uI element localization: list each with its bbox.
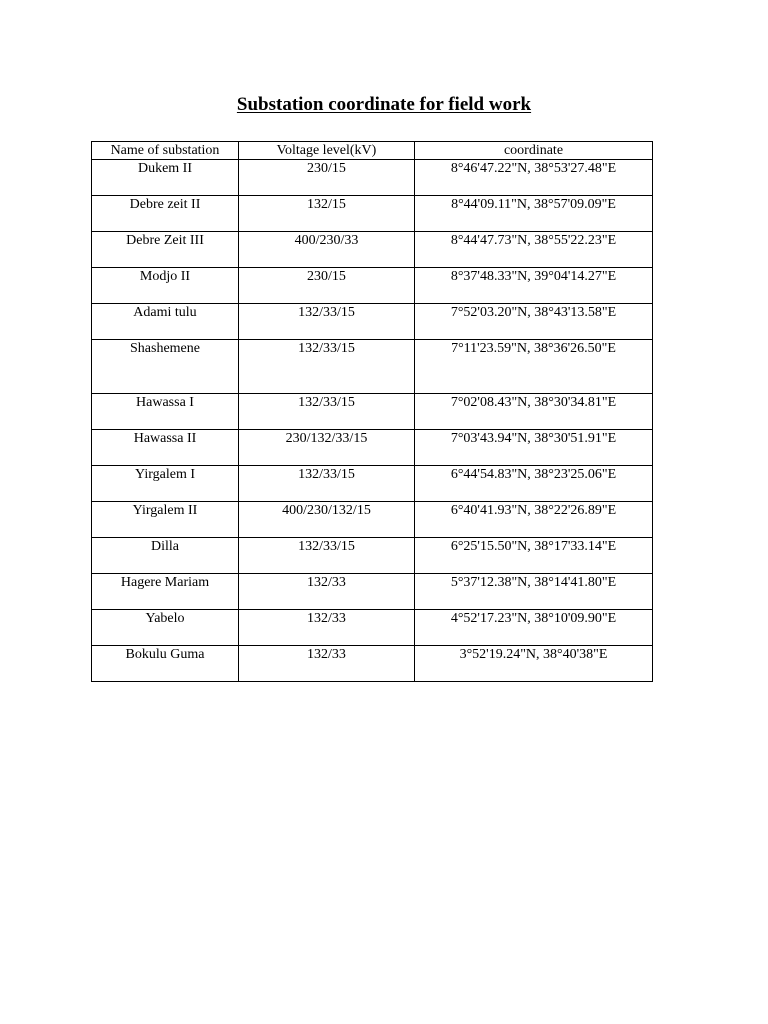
table-row <box>92 574 653 610</box>
cell-coordinate: 7°52'03.20"N, 38°43'13.58"E <box>415 304 653 340</box>
table-row <box>92 232 653 268</box>
cell-voltage-level: 132/33 <box>239 610 415 646</box>
table-row <box>92 268 653 304</box>
cell-substation-name: Adami tulu <box>92 304 239 340</box>
cell-coordinate: 7°03'43.94"N, 38°30'51.91"E <box>415 430 653 466</box>
cell-voltage-level: 400/230/33 <box>239 232 415 268</box>
cell-coordinate: 6°40'41.93"N, 38°22'26.89"E <box>415 502 653 538</box>
cell-substation-name: Dilla <box>92 538 239 574</box>
cell-voltage-level: 132/33/15 <box>239 466 415 502</box>
cell-coordinate: 5°37'12.38"N, 38°14'41.80"E <box>415 574 653 610</box>
table-row <box>92 646 653 682</box>
cell-voltage-level: 400/230/132/15 <box>239 502 415 538</box>
cell-voltage-level: 132/33 <box>239 574 415 610</box>
cell-substation-name: Yirgalem I <box>92 466 239 502</box>
table-row <box>92 394 653 430</box>
cell-substation-name: Bokulu Guma <box>92 646 239 682</box>
table-row <box>92 538 653 574</box>
cell-substation-name: Modjo II <box>92 268 239 304</box>
header-coordinate: coordinate <box>415 142 653 160</box>
table-row <box>92 340 653 394</box>
cell-coordinate: 3°52'19.24"N, 38°40'38"E <box>415 646 653 682</box>
cell-voltage-level: 132/33/15 <box>239 394 415 430</box>
cell-voltage-level: 230/132/33/15 <box>239 430 415 466</box>
table-row <box>92 502 653 538</box>
table-header-row <box>92 142 653 160</box>
header-substation-name: Name of substation <box>92 142 239 160</box>
substation-table <box>91 141 653 682</box>
cell-substation-name: Dukem II <box>92 160 239 196</box>
cell-voltage-level: 132/33/15 <box>239 538 415 574</box>
cell-voltage-level: 132/15 <box>239 196 415 232</box>
cell-voltage-level: 132/33 <box>239 646 415 682</box>
cell-voltage-level: 132/33/15 <box>239 304 415 340</box>
cell-substation-name: Yabelo <box>92 610 239 646</box>
header-voltage-level: Voltage level(kV) <box>239 142 415 160</box>
cell-voltage-level: 230/15 <box>239 160 415 196</box>
cell-coordinate: 7°02'08.43"N, 38°30'34.81"E <box>415 394 653 430</box>
cell-substation-name: Hawassa II <box>92 430 239 466</box>
cell-substation-name: Shashemene <box>92 340 239 394</box>
cell-coordinate: 8°37'48.33"N, 39°04'14.27"E <box>415 268 653 304</box>
cell-coordinate: 6°25'15.50"N, 38°17'33.14"E <box>415 538 653 574</box>
cell-substation-name: Debre zeit II <box>92 196 239 232</box>
cell-substation-name: Hagere Mariam <box>92 574 239 610</box>
cell-coordinate: 4°52'17.23"N, 38°10'09.90"E <box>415 610 653 646</box>
table-row <box>92 610 653 646</box>
document-title: Substation coordinate for field work <box>236 94 532 115</box>
cell-coordinate: 6°44'54.83"N, 38°23'25.06"E <box>415 466 653 502</box>
cell-substation-name: Yirgalem II <box>92 502 239 538</box>
cell-substation-name: Debre Zeit III <box>92 232 239 268</box>
table-row <box>92 466 653 502</box>
table-row <box>92 430 653 466</box>
table-row <box>92 160 653 196</box>
cell-voltage-level: 132/33/15 <box>239 340 415 394</box>
table-row <box>92 196 653 232</box>
cell-coordinate: 8°46'47.22"N, 38°53'27.48"E <box>415 160 653 196</box>
cell-substation-name: Hawassa I <box>92 394 239 430</box>
table-row <box>92 304 653 340</box>
cell-coordinate: 8°44'47.73"N, 38°55'22.23"E <box>415 232 653 268</box>
cell-coordinate: 7°11'23.59"N, 38°36'26.50"E <box>415 340 653 394</box>
cell-voltage-level: 230/15 <box>239 268 415 304</box>
cell-coordinate: 8°44'09.11"N, 38°57'09.09"E <box>415 196 653 232</box>
